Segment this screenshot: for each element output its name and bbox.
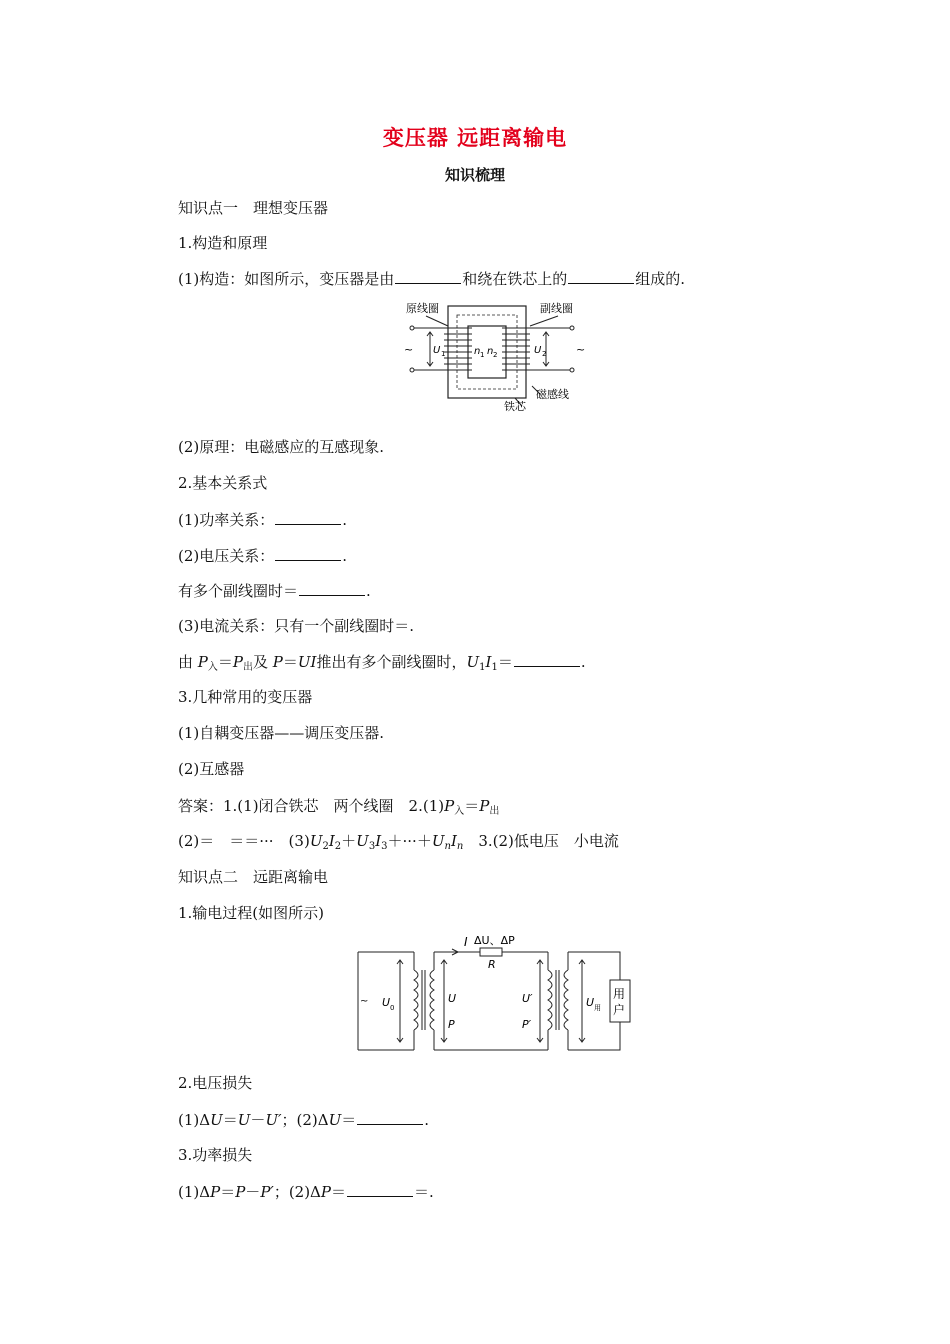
knowledge-point-1-heading: 知识点一 理想变压器 bbox=[178, 199, 329, 217]
subscript: 1 bbox=[491, 662, 498, 673]
text: ＋ bbox=[341, 832, 357, 850]
item-structure-principle: 1.构造和原理 bbox=[178, 234, 268, 252]
u-user-label: U bbox=[586, 996, 595, 1009]
text: 和绕在铁芯上的 bbox=[462, 270, 568, 288]
symbol: P bbox=[210, 1183, 221, 1201]
u1-label: U bbox=[433, 345, 441, 356]
fill-blank bbox=[568, 268, 634, 284]
n2-sub: 2 bbox=[493, 351, 498, 359]
text: ；(2)Δ bbox=[281, 1111, 329, 1129]
fill-blank bbox=[347, 1181, 413, 1197]
item-common-transformers: 3.几种常用的变压器 bbox=[178, 688, 313, 706]
subscript: 2 bbox=[334, 841, 342, 852]
text: ＝. bbox=[414, 1183, 434, 1201]
text: 答案：1.(1)闭合铁芯 两个线圈 2.(1) bbox=[178, 797, 445, 815]
text: ＝ bbox=[341, 1111, 357, 1129]
text: 组成的. bbox=[635, 270, 686, 288]
user-label-1: 用 bbox=[613, 987, 626, 1001]
symbol: P bbox=[444, 797, 455, 815]
text: 3.(2)低电压 小电流 bbox=[463, 832, 619, 850]
text: (1)Δ bbox=[178, 1111, 211, 1129]
text: . bbox=[342, 511, 348, 529]
subscript: 入 bbox=[454, 806, 465, 817]
text: 推出有多个副线圈时， bbox=[316, 653, 467, 671]
text: － bbox=[250, 1111, 266, 1129]
ac-symbol-left: ~ bbox=[404, 343, 414, 356]
text: ＝ bbox=[497, 653, 513, 671]
fill-blank bbox=[395, 268, 461, 284]
subscript: 2 bbox=[322, 841, 329, 852]
u2-sub: 2 bbox=[542, 350, 547, 358]
flux-line-label: 磁感线 bbox=[536, 388, 569, 401]
symbol: U bbox=[466, 653, 480, 671]
text: － bbox=[245, 1183, 261, 1201]
symbol: I bbox=[485, 653, 492, 671]
subscript: 3 bbox=[381, 841, 388, 852]
voltage-loss-formula bbox=[178, 1109, 429, 1130]
u2-label: U bbox=[534, 345, 542, 356]
symbol: P bbox=[232, 653, 243, 671]
user-label-2: 户 bbox=[613, 1003, 626, 1017]
section-subtitle: 知识梳理 bbox=[444, 166, 505, 184]
power-loss-formula bbox=[178, 1181, 434, 1202]
text: ＝ bbox=[217, 653, 233, 671]
u-label: U bbox=[448, 992, 457, 1005]
current-relation: (3)电流关系：只有一个副线圈时＝. bbox=[178, 617, 415, 635]
text: ＝ bbox=[220, 1183, 236, 1201]
text: ＝ bbox=[331, 1183, 347, 1201]
subscript: 出 bbox=[489, 806, 500, 817]
symbol: U bbox=[431, 832, 445, 850]
subscript: 1 bbox=[479, 662, 486, 673]
subscript: n bbox=[444, 841, 451, 852]
symbol: P bbox=[272, 653, 283, 671]
text: 及 bbox=[252, 653, 273, 671]
text: . bbox=[366, 582, 371, 600]
transmission-diagram bbox=[352, 930, 632, 1056]
u-prime-label: U′ bbox=[522, 992, 533, 1005]
multi-secondary-current bbox=[178, 651, 586, 678]
symbol: U bbox=[309, 832, 323, 850]
item-voltage-loss: 2.电压损失 bbox=[178, 1074, 253, 1092]
symbol: P bbox=[320, 1183, 331, 1201]
symbol: U′ bbox=[265, 1111, 282, 1129]
fill-blank bbox=[299, 580, 365, 596]
text: (2)电压关系： bbox=[178, 547, 275, 565]
text: ＝ bbox=[282, 653, 298, 671]
loss-label: ΔU、ΔP bbox=[474, 934, 515, 947]
text: (1)功率关系： bbox=[178, 511, 275, 529]
symbol: P bbox=[479, 797, 490, 815]
ac-symbol-right: ~ bbox=[576, 343, 586, 356]
instrument-transformer: (2)互感器 bbox=[178, 760, 245, 778]
n1-label: n bbox=[474, 346, 481, 357]
symbol: U bbox=[356, 832, 369, 850]
symbol: I bbox=[450, 832, 457, 850]
text: (1)构造：如图所示，变压器是由 bbox=[178, 270, 395, 288]
text: 由 bbox=[178, 653, 198, 671]
text: (2)＝ ＝＝··· (3) bbox=[178, 832, 310, 850]
symbol: P bbox=[197, 653, 208, 671]
text: (1)Δ bbox=[178, 1183, 211, 1201]
u-user-sub: 用 bbox=[594, 1004, 601, 1012]
ac-source-symbol: ~ bbox=[360, 996, 369, 1007]
structure-sentence bbox=[178, 268, 685, 289]
symbol: I bbox=[375, 832, 382, 850]
u0-sub: 0 bbox=[390, 1004, 395, 1012]
symbol: P′ bbox=[260, 1183, 274, 1201]
item-transmission-process: 1.输电过程(如图所示) bbox=[178, 904, 325, 922]
item-power-loss: 3.功率损失 bbox=[178, 1146, 253, 1164]
secondary-coil-label: 副线圈 bbox=[540, 302, 573, 315]
transformer-diagram bbox=[400, 298, 590, 416]
p-label: P bbox=[448, 1018, 455, 1031]
knowledge-point-2-heading: 知识点二 远距离输电 bbox=[178, 868, 329, 886]
subscript: 入 bbox=[207, 662, 218, 673]
voltage-relation bbox=[178, 545, 347, 566]
text: . bbox=[424, 1111, 430, 1129]
primary-coil-label: 原线圈 bbox=[406, 302, 439, 315]
p-prime-label: P′ bbox=[522, 1018, 532, 1031]
symbol: U bbox=[210, 1111, 223, 1129]
text: ＝ bbox=[464, 797, 480, 815]
item-basic-relations: 2.基本关系式 bbox=[178, 474, 268, 492]
subscript: n bbox=[456, 841, 464, 852]
multi-secondary-voltage bbox=[178, 580, 371, 601]
principle-sentence: (2)原理：电磁感应的互感现象. bbox=[178, 438, 385, 456]
power-relation bbox=[178, 509, 347, 530]
symbol: U bbox=[237, 1111, 251, 1129]
text: ＋···＋ bbox=[387, 832, 432, 850]
symbol: U bbox=[328, 1111, 342, 1129]
answers-line-1 bbox=[178, 796, 499, 822]
text: . bbox=[342, 547, 348, 565]
symbol: UI bbox=[297, 653, 317, 671]
subscript: 3 bbox=[368, 841, 376, 852]
answers-line-2 bbox=[178, 831, 619, 857]
autotransformer: (1)自耦变压器——调压变压器. bbox=[178, 724, 385, 742]
resistance-label: R bbox=[488, 958, 496, 971]
text: ；(2)Δ bbox=[273, 1183, 321, 1201]
n2-label: n bbox=[487, 346, 494, 357]
text: . bbox=[580, 653, 586, 671]
current-label: I bbox=[464, 935, 468, 949]
subscript: 出 bbox=[242, 662, 253, 673]
u1-sub: 1 bbox=[441, 350, 446, 358]
u0-label: U bbox=[382, 996, 391, 1009]
fill-blank bbox=[275, 509, 341, 525]
core-label: 铁芯 bbox=[504, 400, 526, 413]
n1-sub: 1 bbox=[480, 351, 485, 359]
symbol: I bbox=[328, 832, 335, 850]
text: ＝ bbox=[222, 1111, 238, 1129]
page-title: 变压器 远距离输电 bbox=[382, 126, 568, 150]
fill-blank bbox=[514, 651, 580, 667]
symbol: P bbox=[235, 1183, 246, 1201]
text: 有多个副线圈时＝ bbox=[178, 582, 299, 600]
fill-blank bbox=[357, 1109, 423, 1125]
fill-blank bbox=[275, 545, 341, 561]
